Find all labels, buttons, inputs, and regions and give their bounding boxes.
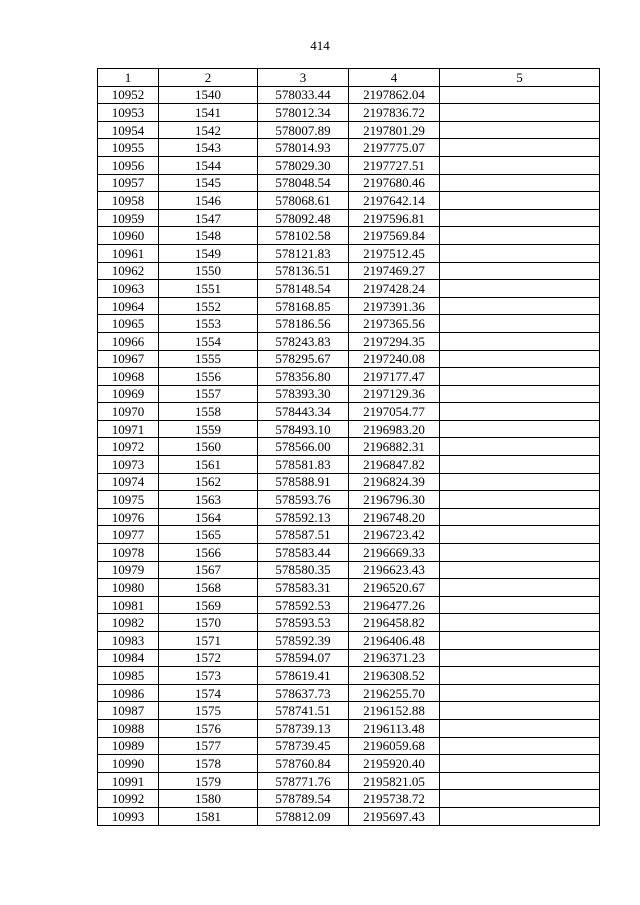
x-coordinate-cell: 578014.93: [258, 139, 349, 157]
point-number-cell: 1557: [159, 385, 258, 403]
table-row: [98, 280, 600, 298]
y-coordinate-cell: 2196406.48: [349, 632, 440, 650]
point-number-cell: 1574: [159, 684, 258, 702]
table-row: [98, 737, 600, 755]
x-coordinate-cell: 578739.45: [258, 737, 349, 755]
point-number-cell: 1548: [159, 227, 258, 245]
note-cell: [440, 262, 600, 280]
x-coordinate-cell: 578393.30: [258, 385, 349, 403]
x-coordinate-cell: 578592.13: [258, 508, 349, 526]
note-cell: [440, 420, 600, 438]
page-number: 414: [310, 38, 330, 53]
x-coordinate-cell: 578593.53: [258, 614, 349, 632]
table-row: [98, 174, 600, 192]
note-cell: [440, 526, 600, 544]
x-coordinate-cell: 578760.84: [258, 755, 349, 773]
table-row: [98, 561, 600, 579]
y-coordinate-cell: 2197294.35: [349, 332, 440, 350]
x-coordinate-cell: 578148.54: [258, 280, 349, 298]
x-coordinate-cell: 578771.76: [258, 772, 349, 790]
note-cell: [440, 192, 600, 210]
row-number-cell: 10979: [98, 561, 159, 579]
table-row: [98, 491, 600, 509]
y-coordinate-cell: 2197240.08: [349, 350, 440, 368]
note-cell: [440, 684, 600, 702]
note-cell: [440, 544, 600, 562]
table-row: [98, 684, 600, 702]
point-number-cell: 1567: [159, 561, 258, 579]
y-coordinate-cell: 2196059.68: [349, 737, 440, 755]
row-number-cell: 10954: [98, 121, 159, 139]
note-cell: [440, 561, 600, 579]
column-header: 1: [98, 69, 159, 87]
y-coordinate-cell: 2197801.29: [349, 121, 440, 139]
note-cell: [440, 174, 600, 192]
point-number-cell: 1555: [159, 350, 258, 368]
y-coordinate-cell: 2197177.47: [349, 368, 440, 386]
x-coordinate-cell: 578588.91: [258, 473, 349, 491]
x-coordinate-cell: 578186.56: [258, 315, 349, 333]
table-row: [98, 702, 600, 720]
y-coordinate-cell: 2197836.72: [349, 104, 440, 122]
column-header: 5: [440, 69, 600, 87]
row-number-cell: 10980: [98, 579, 159, 597]
row-number-cell: 10990: [98, 755, 159, 773]
table-row: [98, 596, 600, 614]
x-coordinate-cell: 578741.51: [258, 702, 349, 720]
row-number-cell: 10977: [98, 526, 159, 544]
y-coordinate-cell: 2197680.46: [349, 174, 440, 192]
y-coordinate-cell: 2196983.20: [349, 420, 440, 438]
row-number-cell: 10962: [98, 262, 159, 280]
point-number-cell: 1566: [159, 544, 258, 562]
y-coordinate-cell: 2196255.70: [349, 684, 440, 702]
point-number-cell: 1568: [159, 579, 258, 597]
table-row: [98, 332, 600, 350]
table-row: [98, 139, 600, 157]
note-cell: [440, 209, 600, 227]
y-coordinate-cell: 2196669.33: [349, 544, 440, 562]
note-cell: [440, 755, 600, 773]
row-number-cell: 10970: [98, 403, 159, 421]
x-coordinate-cell: 578593.76: [258, 491, 349, 509]
row-number-cell: 10975: [98, 491, 159, 509]
x-coordinate-cell: 578356.80: [258, 368, 349, 386]
x-coordinate-cell: 578592.53: [258, 596, 349, 614]
table-row: [98, 368, 600, 386]
note-cell: [440, 332, 600, 350]
x-coordinate-cell: 578295.67: [258, 350, 349, 368]
note-cell: [440, 350, 600, 368]
table-row: [98, 579, 600, 597]
note-cell: [440, 244, 600, 262]
point-number-cell: 1547: [159, 209, 258, 227]
y-coordinate-cell: 2197391.36: [349, 297, 440, 315]
note-cell: [440, 702, 600, 720]
note-cell: [440, 156, 600, 174]
note-cell: [440, 649, 600, 667]
table-row: [98, 508, 600, 526]
table-row: [98, 121, 600, 139]
row-number-cell: 10968: [98, 368, 159, 386]
note-cell: [440, 456, 600, 474]
x-coordinate-cell: 578592.39: [258, 632, 349, 650]
point-number-cell: 1545: [159, 174, 258, 192]
note-cell: [440, 121, 600, 139]
x-coordinate-cell: 578587.51: [258, 526, 349, 544]
point-number-cell: 1580: [159, 790, 258, 808]
row-number-cell: 10972: [98, 438, 159, 456]
row-number-cell: 10955: [98, 139, 159, 157]
table-row: [98, 632, 600, 650]
x-coordinate-cell: 578493.10: [258, 420, 349, 438]
point-number-cell: 1578: [159, 755, 258, 773]
row-number-cell: 10986: [98, 684, 159, 702]
table-row: [98, 649, 600, 667]
point-number-cell: 1569: [159, 596, 258, 614]
point-number-cell: 1572: [159, 649, 258, 667]
x-coordinate-cell: 578619.41: [258, 667, 349, 685]
y-coordinate-cell: 2196152.88: [349, 702, 440, 720]
note-cell: [440, 737, 600, 755]
y-coordinate-cell: 2196623.43: [349, 561, 440, 579]
row-number-cell: 10959: [98, 209, 159, 227]
point-number-cell: 1571: [159, 632, 258, 650]
y-coordinate-cell: 2196520.67: [349, 579, 440, 597]
point-number-cell: 1551: [159, 280, 258, 298]
y-coordinate-cell: 2197862.04: [349, 86, 440, 104]
x-coordinate-cell: 578594.07: [258, 649, 349, 667]
table-row: [98, 385, 600, 403]
y-coordinate-cell: 2196796.30: [349, 491, 440, 509]
row-number-cell: 10992: [98, 790, 159, 808]
table-row: [98, 403, 600, 421]
row-number-cell: 10984: [98, 649, 159, 667]
row-number-cell: 10978: [98, 544, 159, 562]
row-number-cell: 10985: [98, 667, 159, 685]
row-number-cell: 10957: [98, 174, 159, 192]
point-number-cell: 1579: [159, 772, 258, 790]
note-cell: [440, 315, 600, 333]
x-coordinate-cell: 578048.54: [258, 174, 349, 192]
table-row: [98, 420, 600, 438]
row-number-cell: 10967: [98, 350, 159, 368]
x-coordinate-cell: 578007.89: [258, 121, 349, 139]
note-cell: [440, 807, 600, 825]
x-coordinate-cell: 578566.00: [258, 438, 349, 456]
point-number-cell: 1570: [159, 614, 258, 632]
y-coordinate-cell: 2197054.77: [349, 403, 440, 421]
y-coordinate-cell: 2196847.82: [349, 456, 440, 474]
note-cell: [440, 297, 600, 315]
y-coordinate-cell: 2196477.26: [349, 596, 440, 614]
note-cell: [440, 280, 600, 298]
x-coordinate-cell: 578637.73: [258, 684, 349, 702]
table-row: [98, 438, 600, 456]
row-number-cell: 10988: [98, 719, 159, 737]
y-coordinate-cell: 2197642.14: [349, 192, 440, 210]
point-number-cell: 1558: [159, 403, 258, 421]
row-number-cell: 10974: [98, 473, 159, 491]
point-number-cell: 1576: [159, 719, 258, 737]
point-number-cell: 1546: [159, 192, 258, 210]
table-row: [98, 227, 600, 245]
table-row: [98, 156, 600, 174]
table-row: [98, 262, 600, 280]
row-number-cell: 10960: [98, 227, 159, 245]
row-number-cell: 10963: [98, 280, 159, 298]
y-coordinate-cell: 2197512.45: [349, 244, 440, 262]
table-row: [98, 544, 600, 562]
row-number-cell: 10953: [98, 104, 159, 122]
note-cell: [440, 579, 600, 597]
table-row: [98, 667, 600, 685]
row-number-cell: 10993: [98, 807, 159, 825]
table-row: [98, 807, 600, 825]
x-coordinate-cell: 578581.83: [258, 456, 349, 474]
table-row: [98, 719, 600, 737]
y-coordinate-cell: 2195697.43: [349, 807, 440, 825]
y-coordinate-cell: 2195920.40: [349, 755, 440, 773]
x-coordinate-cell: 578092.48: [258, 209, 349, 227]
column-header: 2: [159, 69, 258, 87]
point-number-cell: 1565: [159, 526, 258, 544]
point-number-cell: 1549: [159, 244, 258, 262]
column-header: 3: [258, 69, 349, 87]
point-number-cell: 1552: [159, 297, 258, 315]
table-row: [98, 315, 600, 333]
point-number-cell: 1543: [159, 139, 258, 157]
y-coordinate-cell: 2195738.72: [349, 790, 440, 808]
column-header: 4: [349, 69, 440, 87]
x-coordinate-cell: 578168.85: [258, 297, 349, 315]
row-number-cell: 10958: [98, 192, 159, 210]
point-number-cell: 1541: [159, 104, 258, 122]
point-number-cell: 1562: [159, 473, 258, 491]
row-number-cell: 10956: [98, 156, 159, 174]
y-coordinate-cell: 2196748.20: [349, 508, 440, 526]
y-coordinate-cell: 2197596.81: [349, 209, 440, 227]
row-number-cell: 10973: [98, 456, 159, 474]
row-number-cell: 10971: [98, 420, 159, 438]
note-cell: [440, 227, 600, 245]
point-number-cell: 1561: [159, 456, 258, 474]
table-row: [98, 473, 600, 491]
note-cell: [440, 403, 600, 421]
point-number-cell: 1564: [159, 508, 258, 526]
row-number-cell: 10989: [98, 737, 159, 755]
table-row: [98, 526, 600, 544]
note-cell: [440, 508, 600, 526]
y-coordinate-cell: 2196308.52: [349, 667, 440, 685]
table-header: [98, 69, 600, 87]
header-row: [98, 69, 600, 87]
point-number-cell: 1556: [159, 368, 258, 386]
x-coordinate-cell: 578580.35: [258, 561, 349, 579]
y-coordinate-cell: 2196371.23: [349, 649, 440, 667]
point-number-cell: 1540: [159, 86, 258, 104]
table-row: [98, 244, 600, 262]
table-row: [98, 350, 600, 368]
x-coordinate-cell: 578029.30: [258, 156, 349, 174]
x-coordinate-cell: 578812.09: [258, 807, 349, 825]
y-coordinate-cell: 2197727.51: [349, 156, 440, 174]
x-coordinate-cell: 578583.44: [258, 544, 349, 562]
y-coordinate-cell: 2197569.84: [349, 227, 440, 245]
row-number-cell: 10987: [98, 702, 159, 720]
point-number-cell: 1553: [159, 315, 258, 333]
note-cell: [440, 491, 600, 509]
y-coordinate-cell: 2195821.05: [349, 772, 440, 790]
point-number-cell: 1559: [159, 420, 258, 438]
note-cell: [440, 632, 600, 650]
table-row: [98, 86, 600, 104]
note-cell: [440, 104, 600, 122]
point-number-cell: 1544: [159, 156, 258, 174]
row-number-cell: 10983: [98, 632, 159, 650]
row-number-cell: 10964: [98, 297, 159, 315]
point-number-cell: 1550: [159, 262, 258, 280]
row-number-cell: 10961: [98, 244, 159, 262]
point-number-cell: 1573: [159, 667, 258, 685]
row-number-cell: 10981: [98, 596, 159, 614]
table-row: [98, 297, 600, 315]
x-coordinate-cell: 578136.51: [258, 262, 349, 280]
note-cell: [440, 139, 600, 157]
y-coordinate-cell: 2196723.42: [349, 526, 440, 544]
point-number-cell: 1560: [159, 438, 258, 456]
point-number-cell: 1581: [159, 807, 258, 825]
row-number-cell: 10965: [98, 315, 159, 333]
x-coordinate-cell: 578443.34: [258, 403, 349, 421]
note-cell: [440, 385, 600, 403]
x-coordinate-cell: 578121.83: [258, 244, 349, 262]
note-cell: [440, 596, 600, 614]
y-coordinate-cell: 2197775.07: [349, 139, 440, 157]
table-row: [98, 192, 600, 210]
x-coordinate-cell: 578789.54: [258, 790, 349, 808]
note-cell: [440, 790, 600, 808]
note-cell: [440, 667, 600, 685]
note-cell: [440, 438, 600, 456]
point-number-cell: 1554: [159, 332, 258, 350]
y-coordinate-cell: 2196882.31: [349, 438, 440, 456]
point-number-cell: 1542: [159, 121, 258, 139]
row-number-cell: 10952: [98, 86, 159, 104]
point-number-cell: 1563: [159, 491, 258, 509]
x-coordinate-cell: 578012.34: [258, 104, 349, 122]
y-coordinate-cell: 2196458.82: [349, 614, 440, 632]
point-number-cell: 1575: [159, 702, 258, 720]
table-row: [98, 755, 600, 773]
table-row: [98, 104, 600, 122]
y-coordinate-cell: 2197129.36: [349, 385, 440, 403]
note-cell: [440, 368, 600, 386]
row-number-cell: 10976: [98, 508, 159, 526]
note-cell: [440, 772, 600, 790]
x-coordinate-cell: 578102.58: [258, 227, 349, 245]
x-coordinate-cell: 578739.13: [258, 719, 349, 737]
y-coordinate-cell: 2197428.24: [349, 280, 440, 298]
table-row: [98, 456, 600, 474]
table-row: [98, 614, 600, 632]
row-number-cell: 10991: [98, 772, 159, 790]
row-number-cell: 10982: [98, 614, 159, 632]
table-row: [98, 209, 600, 227]
y-coordinate-cell: 2196113.48: [349, 719, 440, 737]
x-coordinate-cell: 578033.44: [258, 86, 349, 104]
note-cell: [440, 614, 600, 632]
note-cell: [440, 473, 600, 491]
y-coordinate-cell: 2196824.39: [349, 473, 440, 491]
y-coordinate-cell: 2197365.56: [349, 315, 440, 333]
x-coordinate-cell: 578243.83: [258, 332, 349, 350]
table-row: [98, 790, 600, 808]
row-number-cell: 10966: [98, 332, 159, 350]
coordinates-table: [97, 68, 600, 826]
x-coordinate-cell: 578583.31: [258, 579, 349, 597]
point-number-cell: 1577: [159, 737, 258, 755]
table-body: [98, 86, 600, 825]
row-number-cell: 10969: [98, 385, 159, 403]
table-row: [98, 772, 600, 790]
note-cell: [440, 719, 600, 737]
x-coordinate-cell: 578068.61: [258, 192, 349, 210]
y-coordinate-cell: 2197469.27: [349, 262, 440, 280]
note-cell: [440, 86, 600, 104]
